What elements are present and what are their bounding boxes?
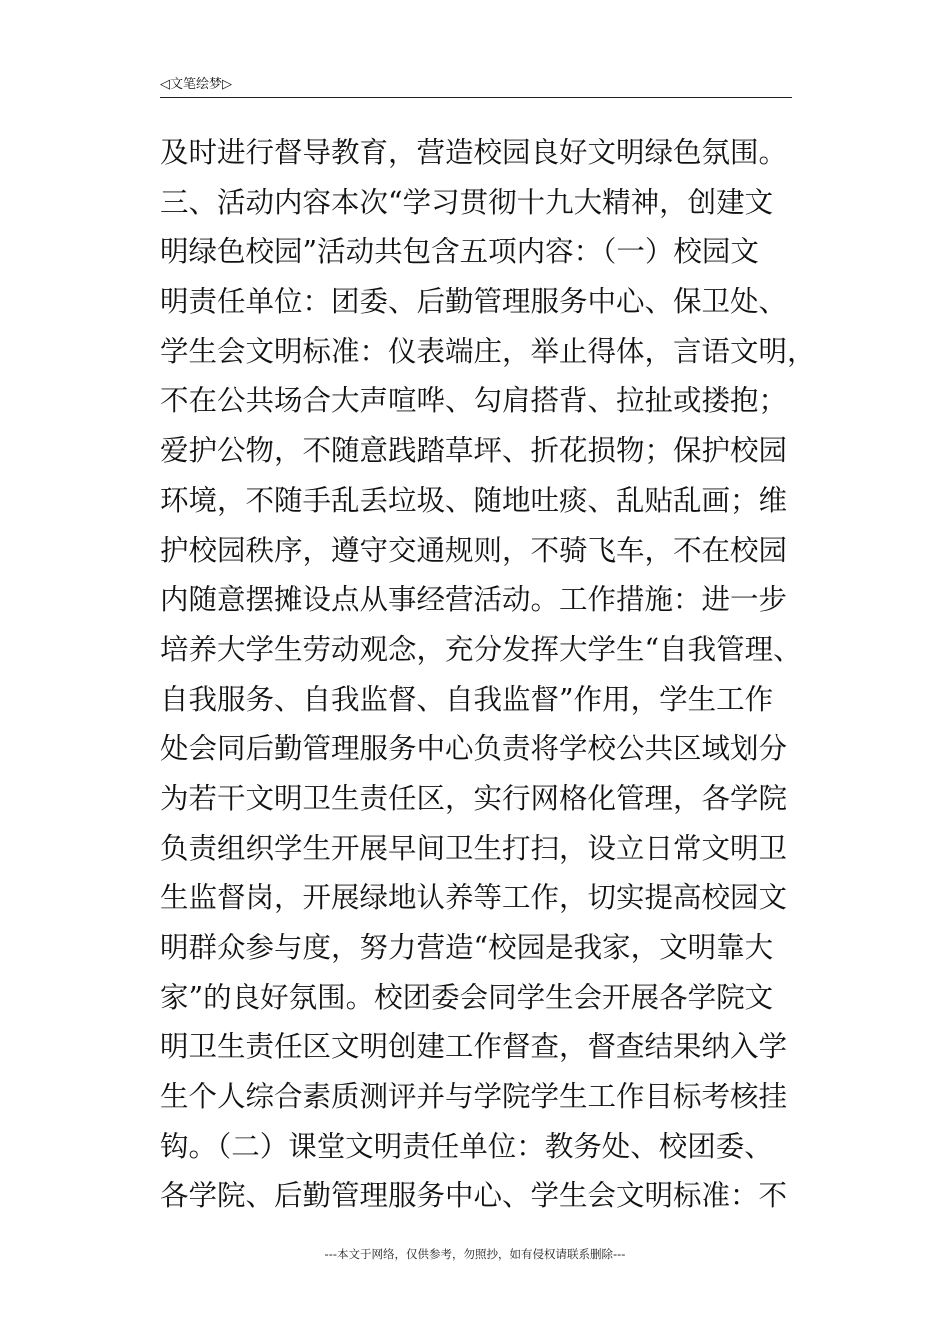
text-line: 钩。（二）课堂文明责任单位：教务处、校团委、: [160, 1129, 773, 1163]
text-line: 自我服务、自我监督、自我监督”作用，学生工作: [160, 682, 774, 716]
text-line: 处会同后勤管理服务中心负责将学校公共区域划分: [160, 732, 788, 766]
document-body: [160, 128, 820, 1221]
text-line: 明卫生责任区文明创建工作督查，督查结果纳入学: [160, 1030, 788, 1064]
text-line: 学生会文明标准：仪表端庄，举止得体，言语文明，: [160, 334, 816, 368]
text-line: 明群众参与度，努力营造“校园是我家，文明靠大: [160, 931, 774, 964]
text-line: 及时进行督导教育，营造校园良好文明绿色氛围。: [160, 136, 788, 169]
text-line: 为若干文明卫生责任区，实行网格化管理，各学院: [160, 781, 788, 815]
text-line: 明责任单位：团委、后勤管理服务中心、保卫处、: [160, 285, 788, 319]
text-line: 明绿色校园”活动共包含五项内容：（一）校园文: [160, 235, 759, 269]
text-line: 生个人综合素质测评并与学院学生工作目标考核挂: [160, 1080, 788, 1114]
text-line: 爱护公物，不随意践踏草坪、折花损物；保护校园: [160, 434, 788, 468]
text-line: 生监督岗，开展绿地认养等工作，切实提高校园文: [160, 881, 788, 915]
text-line: 护校园秩序，遵守交通规则，不骑飞车，不在校园: [160, 533, 788, 567]
text-line: 负责组织学生开展早间卫生打扫，设立日常文明卫: [160, 831, 788, 865]
text-line: 家”的良好氛围。校团委会同学生会开展各学院文: [160, 980, 774, 1014]
text-line: 三、活动内容本次“学习贯彻十九大精神，创建文: [160, 185, 774, 219]
footer-note: ---本文于网络，仅供参考，勿照抄，如有侵权请联系删除---: [324, 1247, 626, 1261]
header-divider: [160, 97, 792, 98]
page-header: [160, 76, 792, 98]
text-line: 各学院、后勤管理服务中心、学生会文明标准：不: [160, 1179, 788, 1213]
text-line: 培养大学生劳动观念，充分发挥大学生“自我管理、: [160, 632, 802, 666]
text-line: 不在公共场合大声喧哗、勾肩搭背、拉扯或搂抱；: [160, 384, 788, 418]
header-label: ◁文笔绘梦▷: [160, 77, 232, 92]
text-line: 环境，不随手乱丢垃圾、随地吐痰、乱贴乱画；维: [160, 483, 788, 517]
text-line: 内随意摆摊设点从事经营活动。工作措施：进一步: [160, 583, 788, 617]
